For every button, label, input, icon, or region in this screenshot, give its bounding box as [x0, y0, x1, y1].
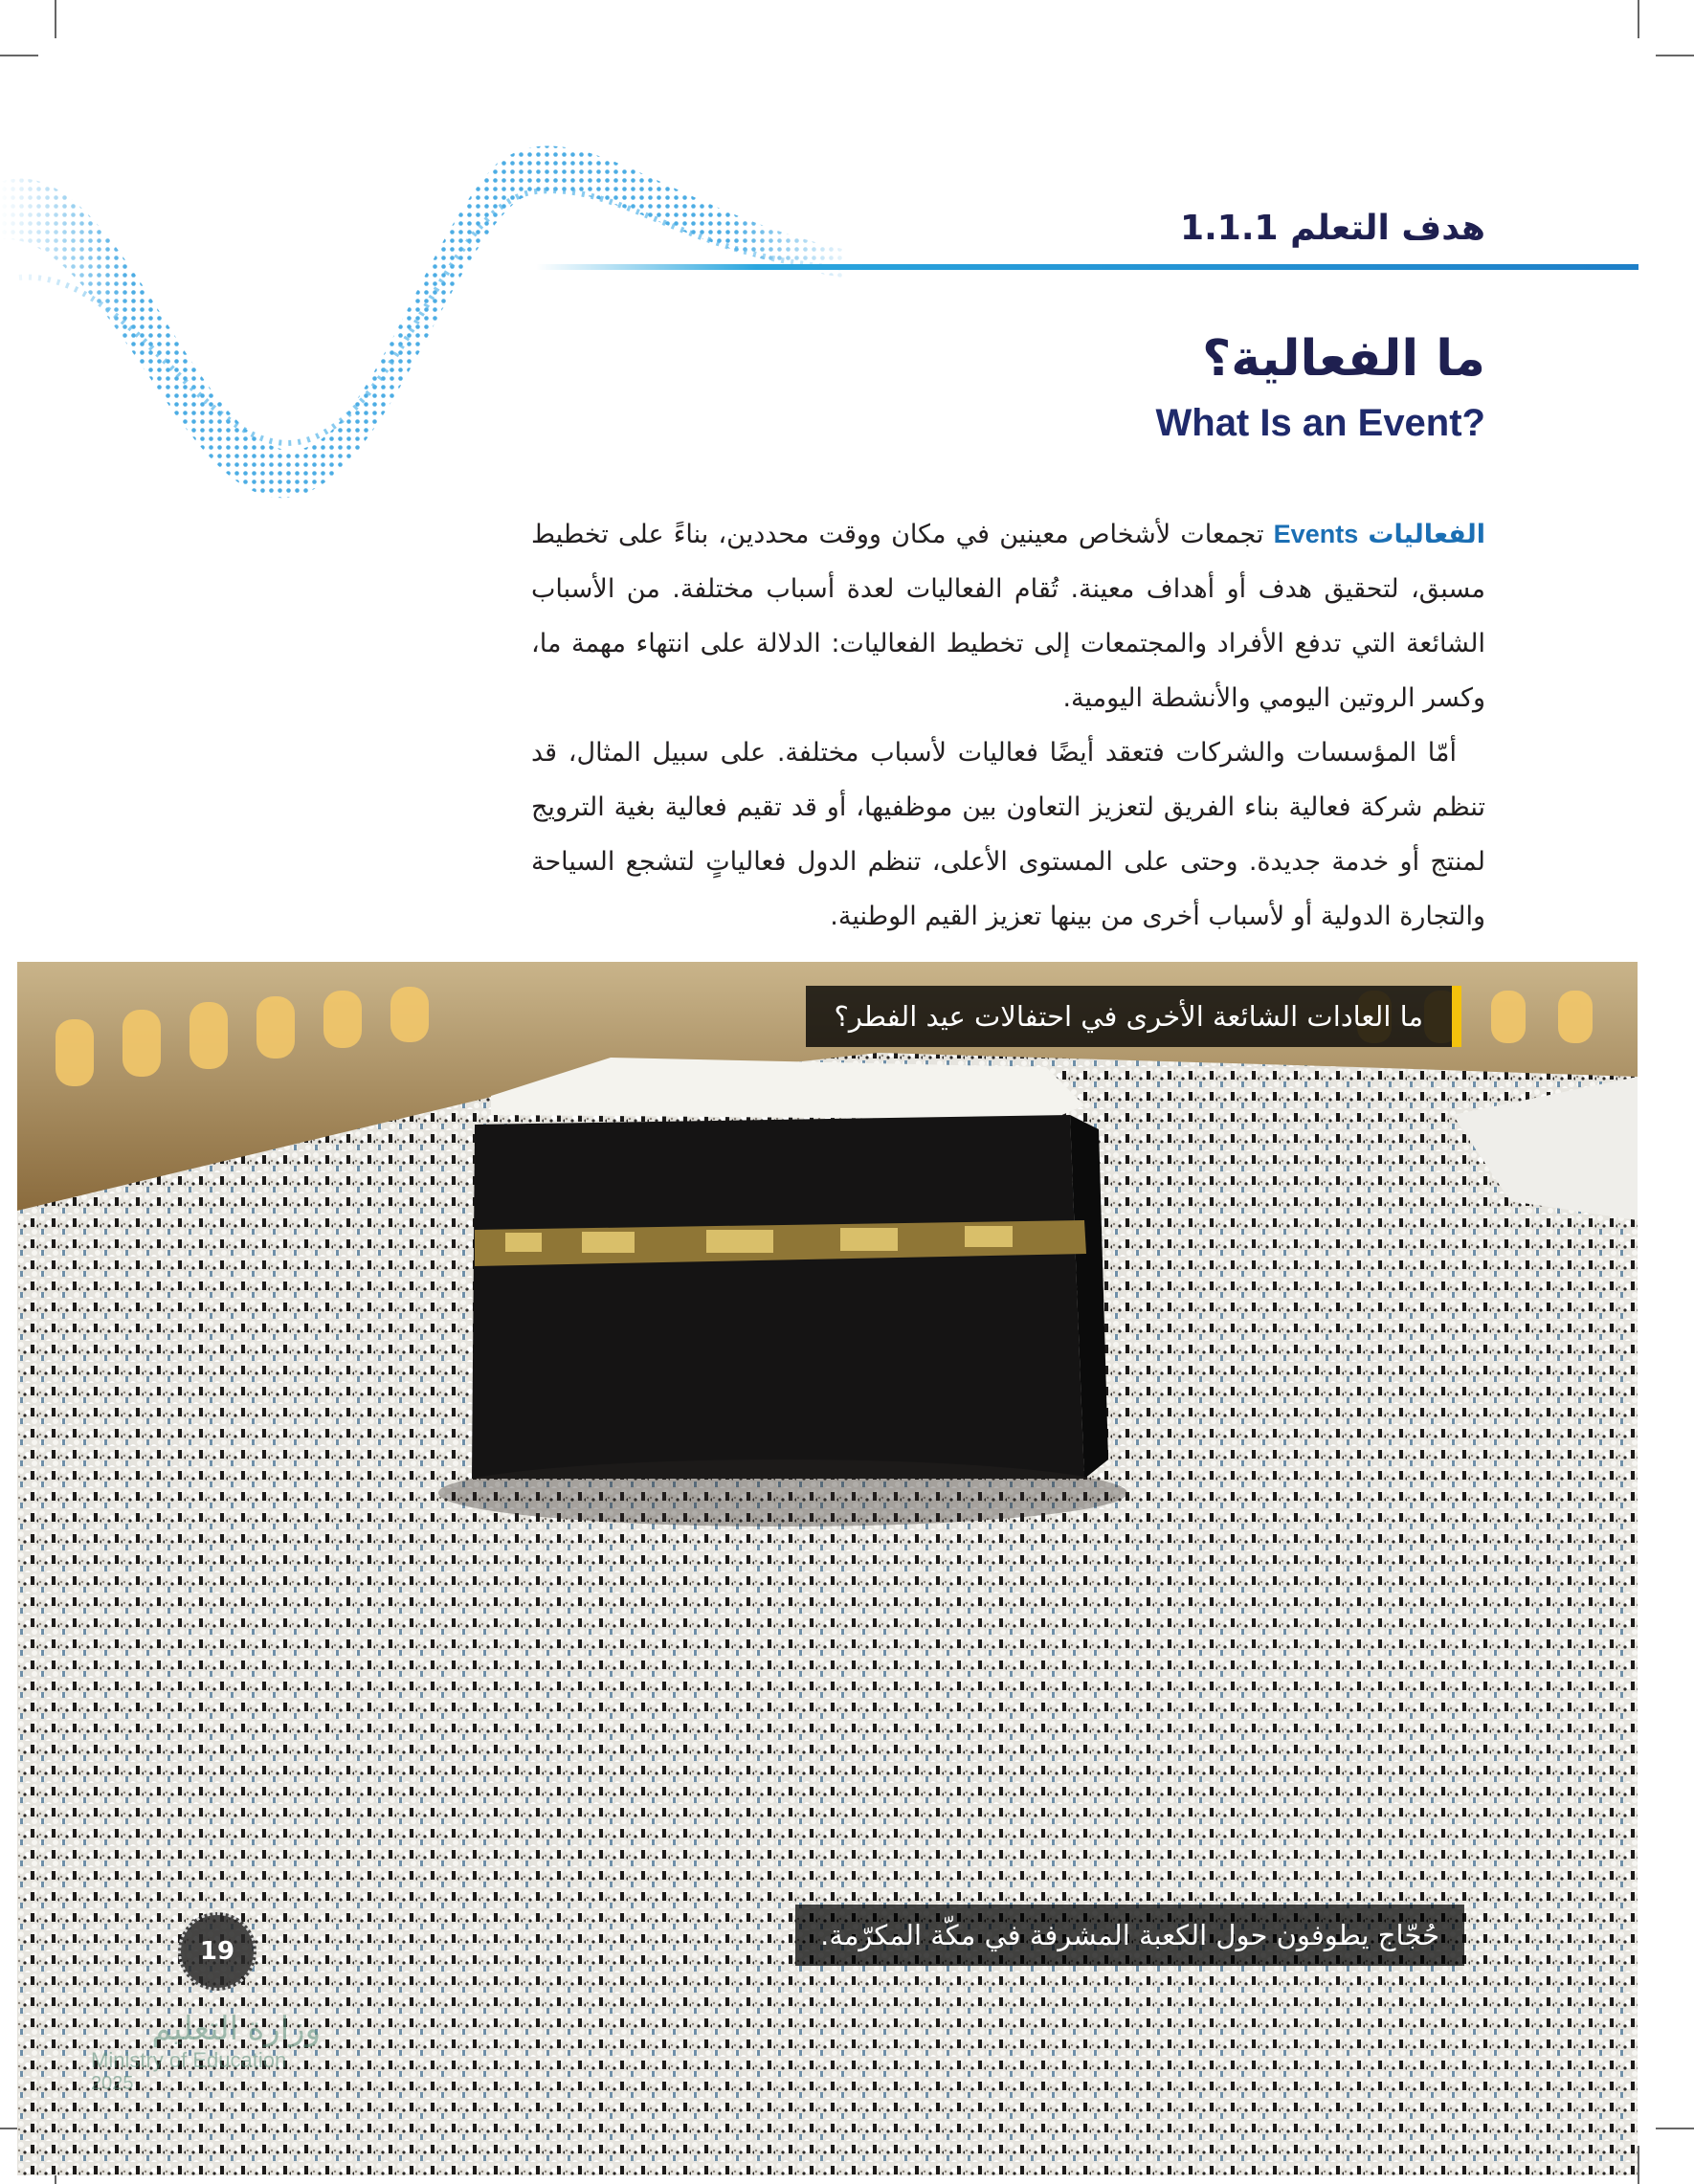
discussion-question-text: ما العادات الشائعة الأخرى في احتفالات عيد الفطر؟ — [834, 1000, 1423, 1033]
page-number: 19 — [178, 1912, 256, 1991]
header-rule — [536, 264, 1638, 270]
paragraph-2: أمّا المؤسسات والشركات فتعقد أيضًا فعاليات لأسباب مختلفة. على سبيل المثال، قد تنظم شركة فعالية بناء الفريق لتعزيز التعاون بين موظفيها، أو قد تقيم فعالية بغية الترويج لمنتج أو خدمة جديدة. وحتى على المستوى الأعلى، تنظم الدول فعالياتٍ لتشجع السياحة والتجارة الدولية أو لأسباب أخرى من بينها تعزيز القيم الوطنية. — [531, 738, 1485, 931]
crop-mark — [1656, 55, 1694, 56]
ministry-year: 2025 — [91, 2073, 134, 2094]
body-text — [531, 507, 1485, 944]
discussion-question — [806, 986, 1461, 1047]
photo-caption — [795, 1905, 1464, 1966]
paragraph-1 — [531, 507, 1485, 725]
dotted-wave-decoration — [0, 124, 861, 507]
ministry-watermark — [91, 2010, 321, 2095]
ministry-name-english: Ministry of Education — [91, 2048, 287, 2072]
term-english: Events — [1273, 520, 1359, 548]
photo-caption-text: حُجّاج يطوفون حول الكعبة المشرفة في مكّة المكرّمة. — [820, 1919, 1439, 1951]
term-arabic: الفعاليات — [1368, 520, 1486, 549]
learning-goal-label: هدف التعلم 1.1.1 — [1180, 209, 1485, 248]
crop-mark — [1638, 2146, 1639, 2184]
kaaba-photo — [17, 962, 1638, 2175]
crop-mark — [1656, 2128, 1694, 2129]
crop-mark — [55, 0, 56, 38]
page-title-english: What Is an Event? — [1155, 402, 1485, 444]
crop-mark — [1638, 0, 1639, 38]
paragraph-1-text: تجمعات لأشخاص معينين في مكان ووقت محددين، بناءً على تخطيط مسبق، لتحقيق هدف أو أهداف معينة. تُقام الفعاليات لعدة أسباب مختلفة. من الأسباب الشائعة التي تدفع الأفراد والمجتمعات إلى تخطيط الفعاليات: الدلالة على انتهاء مهمة ما، وكسر الروتين اليومي والأنشطة اليومية. — [531, 520, 1485, 713]
crop-mark — [0, 55, 38, 56]
page-title-arabic: ما الفعالية؟ — [1202, 330, 1485, 388]
ministry-name-arabic: وزارة التعليم — [151, 2011, 321, 2047]
kaaba-illustration — [17, 962, 1638, 2175]
